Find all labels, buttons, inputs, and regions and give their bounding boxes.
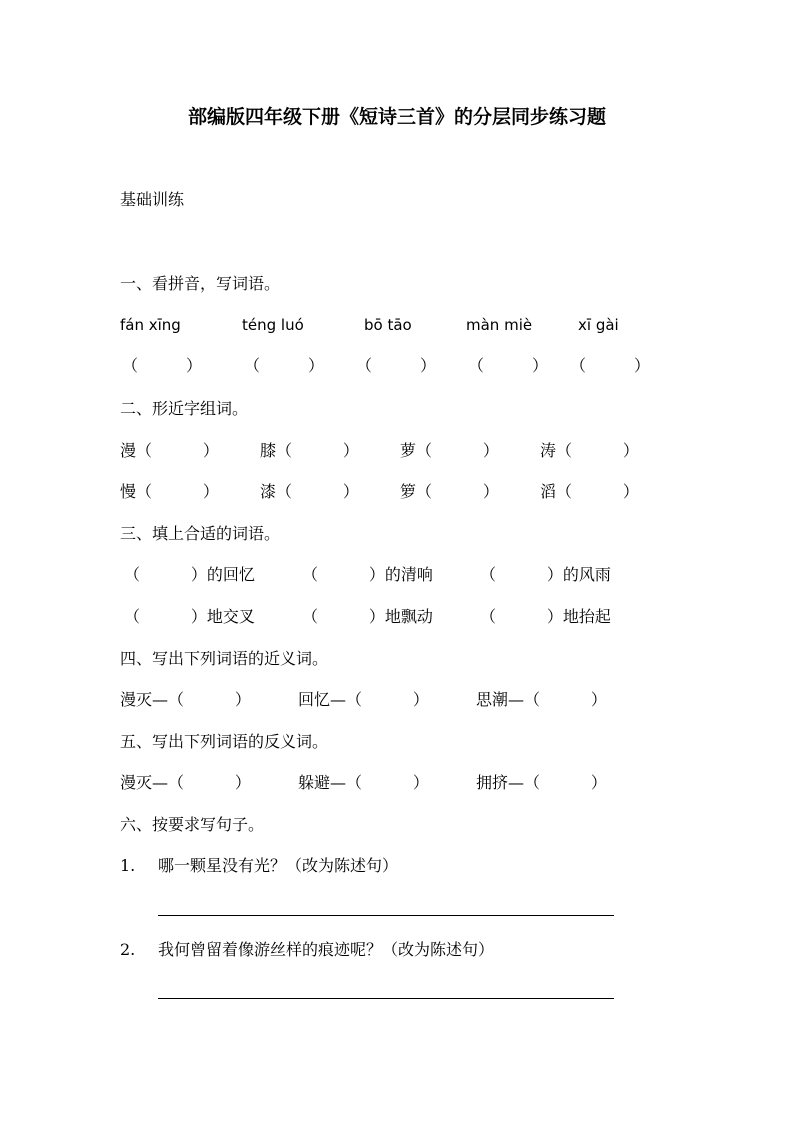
blank-paren: ） (420, 356, 437, 375)
pinyin-2: téng luó (242, 316, 304, 334)
similar-char-item[interactable]: 滔（ ） (540, 482, 639, 501)
fill-phrase-item[interactable]: （ ）地抬起 (480, 607, 611, 626)
fill-phrase-item[interactable]: （ ）地飘动 (302, 607, 433, 626)
pinyin-1: fán xīng (120, 316, 181, 334)
q6-heading: 六、按要求写句子。 (120, 815, 265, 834)
antonym-item[interactable]: 漫灭—（ ） (120, 773, 251, 792)
pinyin-4: màn miè (466, 316, 533, 334)
similar-char-item[interactable]: 萝（ ） (400, 441, 499, 460)
blank-paren: ） (186, 356, 203, 375)
blank-paren: ） (634, 356, 651, 375)
similar-char-item[interactable]: 膝（ ） (260, 441, 359, 460)
synonym-item[interactable]: 思潮—（ ） (476, 690, 607, 709)
antonym-item[interactable]: 躲避—（ ） (298, 773, 429, 792)
fill-phrase-item[interactable]: （ ）地交叉 (124, 607, 255, 626)
blank-paren: （ (468, 356, 485, 375)
synonym-item[interactable]: 漫灭—（ ） (120, 690, 251, 709)
fill-phrase-item[interactable]: （ ）的风雨 (480, 565, 611, 584)
answer-line-2[interactable] (158, 998, 614, 999)
pinyin-3: bō tāo (364, 316, 412, 334)
fill-phrase-item[interactable]: （ ）的清响 (302, 565, 433, 584)
blank-paren: ） (308, 356, 325, 375)
pinyin-5: xī gài (578, 316, 619, 334)
blank-paren: （ (356, 356, 373, 375)
q4-heading: 四、写出下列词语的近义词。 (120, 649, 329, 668)
sentence-number: 1. (120, 856, 136, 875)
q5-heading: 五、写出下列词语的反义词。 (120, 732, 329, 751)
blank-paren: （ (570, 356, 587, 375)
page-title: 部编版四年级下册《短诗三首》的分层同步练习题 (187, 106, 606, 128)
q3-heading: 三、填上合适的词语。 (120, 524, 281, 543)
similar-char-item[interactable]: 涛（ ） (540, 441, 639, 460)
blank-paren: （ (122, 356, 139, 375)
similar-char-item[interactable]: 慢（ ） (120, 482, 219, 501)
sentence-prompt: 哪一颗星没有光？（改为陈述句） (158, 856, 399, 875)
synonym-item[interactable]: 回忆—（ ） (298, 690, 429, 709)
q2-heading: 二、形近字组词。 (120, 399, 249, 418)
similar-char-item[interactable]: 箩（ ） (400, 482, 499, 501)
antonym-item[interactable]: 拥挤—（ ） (476, 773, 607, 792)
blank-paren: ） (532, 356, 549, 375)
answer-line-1[interactable] (158, 915, 614, 916)
fill-phrase-item[interactable]: （ ）的回忆 (124, 565, 255, 584)
sentence-prompt: 我何曾留着像游丝样的痕迹呢？（改为陈述句） (158, 940, 495, 959)
similar-char-item[interactable]: 漫（ ） (120, 441, 219, 460)
blank-paren: （ (244, 356, 261, 375)
similar-char-item[interactable]: 漆（ ） (260, 482, 359, 501)
section-heading-basic: 基础训练 (120, 190, 185, 209)
q1-heading: 一、看拼音，写词语。 (120, 274, 281, 293)
sentence-number: 2. (120, 940, 136, 959)
